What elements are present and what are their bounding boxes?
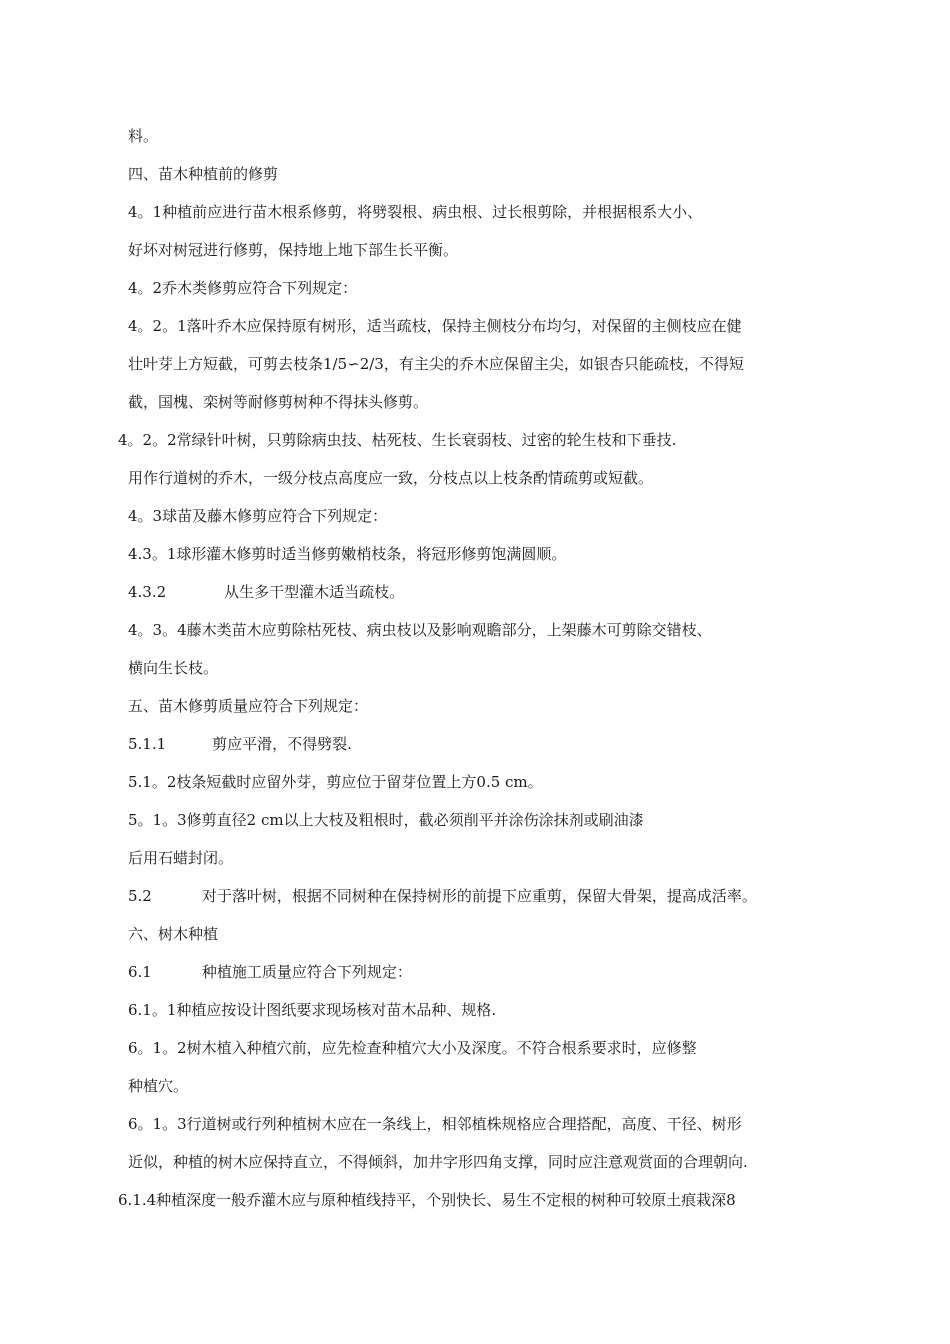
clause-text: 种植施工质量应符合下列规定： — [201, 963, 412, 981]
text-line: 6。1。2树木植入种植穴前，应先检查种植穴大小及深度。不符合根系要求时，应修整 — [128, 1039, 697, 1057]
text-line: 4。2。1落叶乔木应保持原有树形，适当疏枝，保持主侧枝分布均匀，对保留的主侧枝应在健 — [128, 317, 742, 335]
clause-number: 5.1.1 — [128, 735, 167, 753]
text-line: 5.1。2枝条短截时应留外芽，剪应位于留芽位置上方0.5 cm。 — [128, 773, 543, 791]
numbered-line — [128, 886, 757, 906]
text-line: 5。1。3修剪直径2 cm以上大枝及粗根时，截必须削平并涂伤涂抹剂或刷油漆 — [128, 811, 644, 829]
text-line: 6.1。1种植应按设计图纸要求现场核对苗木品种、规格. — [128, 1001, 497, 1019]
text-line: 4。1种植前应进行苗木根系修剪，将劈裂根、病虫根、过长根剪除，并根据根系大小、 — [128, 203, 703, 221]
text-line: 截，国槐、栾树等耐修剪树种不得抹头修剪。 — [128, 393, 429, 411]
text-line: 6.1.4种植深度一般乔灌木应与原种植线持平，个别快长、易生不定根的树种可较原土痕栽深8 — [118, 1191, 736, 1209]
text-line: 种植穴。 — [128, 1077, 189, 1095]
text-line: 4。2乔木类修剪应符合下列规定： — [128, 279, 358, 297]
text-line: 4.3。1球形灌木修剪时适当修剪嫩梢枝条，将冠形修剪饱满圆顺。 — [128, 545, 567, 563]
text-line: 6。1。3行道树或行列种植树木应在一条线上，相邻植株规格应合理搭配，高度、干径、树形 — [128, 1115, 742, 1133]
numbered-line — [128, 962, 412, 982]
section-heading: 五、苗木修剪质量应符合下列规定： — [128, 697, 369, 715]
text-line: 料。 — [128, 127, 159, 145]
text-line: 横向生长枝。 — [128, 659, 219, 677]
text-line: 壮叶芽上方短截，可剪去枝条1/5∽2/3，有主尖的乔木应保留主尖，如银杏只能疏枝，不得短 — [128, 355, 744, 373]
text-line: 后用石蜡封闭。 — [128, 849, 234, 867]
numbered-line — [128, 582, 404, 602]
clause-text: 剪应平滑，不得劈裂. — [212, 735, 352, 753]
text-line: 4。2。2常绿针叶树，只剪除病虫技、枯死枝、生长衰弱枝、过密的轮生枝和下垂技. — [118, 431, 677, 449]
clause-text: 对于落叶树，根据不同树种在保持树形的前提下应重剪，保留大骨架，提高成活率。 — [201, 887, 757, 905]
clause-number: 5.2 — [128, 887, 152, 905]
section-heading: 四、苗木种植前的修剪 — [128, 165, 279, 183]
text-line: 用作行道树的乔木，一级分枝点高度应一致，分枝点以上枝条酌情疏剪或短截。 — [128, 469, 654, 487]
text-line: 4。3球苗及藤木修剪应符合下列规定： — [128, 507, 388, 525]
clause-number: 6.1 — [128, 963, 152, 981]
clause-text: 从生多干型灌木适当疏枝。 — [224, 583, 405, 601]
clause-number: 4.3.2 — [128, 583, 167, 601]
section-heading: 六、树木种植 — [128, 925, 219, 943]
numbered-line — [128, 734, 352, 754]
text-line: 好坏对树冠进行修剪，保持地上地下部生长平衡。 — [128, 241, 459, 259]
text-line: 近似，种植的树木应保持直立，不得倾斜，加井字形四角支撑，同时应注意观赏面的合理朝向. — [128, 1153, 748, 1171]
text-line: 4。3。4藤木类苗木应剪除枯死枝、病虫枝以及影响观瞻部分，上架藤木可剪除交错枝、 — [128, 621, 712, 639]
